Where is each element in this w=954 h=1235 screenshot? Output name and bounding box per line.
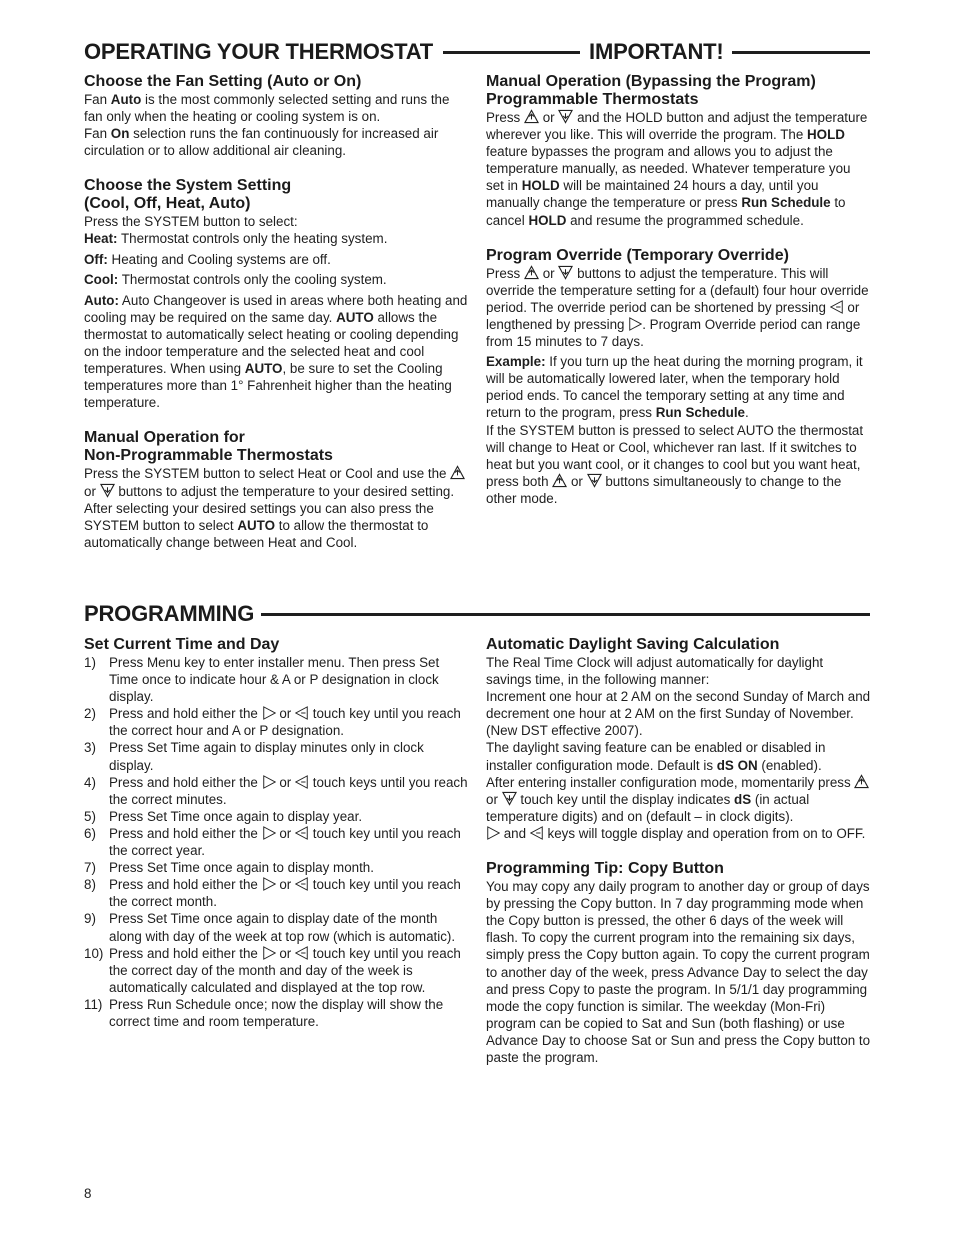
right-arrow-icon — [262, 706, 276, 720]
left-arrow-icon — [530, 826, 544, 840]
list-item: 5) Press Set Time once again to display year. — [84, 808, 363, 824]
system-title-1: Choose the System Setting — [84, 177, 292, 195]
dst-p2: Increment one hour at 2 AM on the second Sunday of March and decrement one hour at 2 AM on the first Sunday of November. (New DST effective 2007). — [486, 689, 871, 739]
left-arrow-icon — [295, 706, 309, 720]
system-off: Off: Heating and Cooling systems are off. — [84, 251, 331, 267]
settime-title: Set Current Time and Day — [84, 636, 280, 653]
settime-steps — [84, 654, 470, 1030]
override-paragraph: Press or buttons to adjust the temperature. This will override the temperature setting for a (default) four hour override period. The override period can be shortened by pressing or lengthened by pressing . Program Override period can range from 15 minutes to 7 days. — [486, 265, 869, 350]
system-heat: Heat: Thermostat controls only the heating system. — [84, 231, 388, 247]
right-arrow-icon — [262, 946, 276, 960]
system-title-2: (Cool, Off, Heat, Auto) — [84, 195, 251, 213]
override-auto: If the SYSTEM button is pressed to select AUTO the thermostat will change to Heat or Cool, whichever ran last. If it switches to heat but you want cool, or it changes to cool but you want heat, press both or buttons simultaneously to change to the other mode. — [486, 422, 864, 506]
down-arrow-icon — [558, 265, 573, 280]
down-arrow-icon — [587, 473, 602, 488]
header-important: IMPORTANT! — [589, 39, 724, 64]
right-column-top — [486, 73, 872, 507]
header-rule-3 — [261, 613, 870, 616]
right-arrow-icon — [262, 775, 276, 789]
left-column-top — [84, 73, 470, 551]
list-item: 2) Press and hold either the or touch key until you reach the correct hour and A or P designation. — [84, 706, 461, 739]
down-arrow-icon — [558, 109, 573, 124]
list-item: 10) Press and hold either the or touch key until you reach the correct day of the month and day of the week is automatically calculated and displayed at the top row. — [84, 945, 461, 995]
override-example: Example: If you turn up the heat during the morning program, it will be automatically lowered later, when the temporary hold period ends. To cancel the temporary setting at any time and return to the program, press Run Schedule. — [486, 354, 863, 421]
up-arrow-icon — [854, 774, 869, 789]
copy-paragraph: You may copy any daily program to another day or group of days by pressing the Copy button. In 7 day programming mode when the Copy button is pressed, the other 6 days of the week will flash. To copy the current program into the remaining six days, simply press the Copy button again. To copy the current program to another day of the week, press Advance Day to select the day and press Copy to paste the program. In 5/1/1 day programming mode the copy function is similar. The weekday (Mon-Fri) program can be copied to Sat and Sun (both flashing) or use Advance Day to choose Sat or Sun and press the Copy button to paste the program. — [486, 879, 871, 1065]
page-number: 8 — [84, 1186, 92, 1201]
down-arrow-icon — [100, 483, 115, 498]
right-arrow-icon — [262, 877, 276, 891]
list-item: 4) Press and hold either the or touch keys until you reach the correct minutes. — [84, 774, 468, 807]
dst-p4: After entering installer configuration mode, momentarily press or touch key until the display indicates dS (in actual temperature digits) and on (default – in clock digits). — [486, 774, 872, 825]
header-operating: OPERATING YOUR THERMOSTAT — [84, 39, 434, 64]
manual-np-title-2: Non-Programmable Thermostats — [84, 447, 333, 465]
right-arrow-icon — [486, 826, 500, 840]
right-column-programming — [486, 636, 872, 1066]
dst-p3: The daylight saving feature can be enabled or disabled in installer configuration mode. Default is dS ON (enabled). — [486, 740, 826, 773]
header-rule-1 — [443, 51, 580, 54]
manual-np-paragraph: Press the SYSTEM button to select Heat or Cool and use the or buttons to adjust the temperature to your desired setting. After selecting your desired settings you can also press the SYSTEM button to select AUTO to allow the thermostat to automatically change between Heat and Cool. — [84, 465, 470, 550]
up-arrow-icon — [524, 109, 539, 124]
manual-p-title-2: Programmable Thermostats — [486, 91, 699, 108]
up-arrow-icon — [450, 465, 465, 480]
list-item: 11) Press Run Schedule once; now the display will show the correct time and room temperature. — [84, 996, 444, 1029]
header-rule-2 — [732, 51, 870, 54]
system-auto: Auto: Auto Changeover is used in areas where both heating and cooling may be required on the same day. AUTO allows the thermostat to automatically select heating or cooling depending on the indoor temperature and the selected heat and cool temperatures. When using AUTO, be sure to set the Cooling temperatures more than 1° Fahrenheit higher than the heating temperature. — [84, 292, 468, 411]
list-item: 6) Press and hold either the or touch key until you reach the correct year. — [84, 825, 461, 859]
down-arrow-icon — [502, 791, 517, 806]
up-arrow-icon — [552, 473, 567, 488]
header-row-programming — [84, 600, 870, 628]
list-item: 9) Press Set Time once again to display date of the month along with day of the week at top row (which is automatic). — [84, 911, 456, 944]
left-arrow-icon — [830, 300, 844, 314]
left-arrow-icon — [295, 877, 309, 891]
fan-title: Choose the Fan Setting (Auto or On) — [84, 73, 362, 90]
fan-auto-paragraph: Fan Auto is the most commonly selected setting and runs the fan only when the heating or cooling system is on. — [84, 92, 450, 125]
list-item: 3) Press Set Time again to display minutes only in clock display. — [84, 740, 424, 773]
fan-on-paragraph: Fan On selection runs the fan continuously for increased air circulation or to allow additional air cleaning. — [84, 126, 439, 159]
left-arrow-icon — [295, 826, 309, 840]
list-item: 7) Press Set Time once again to display month. — [84, 860, 374, 876]
right-arrow-icon — [628, 317, 642, 331]
copy-title: Programming Tip: Copy Button — [486, 860, 724, 878]
header-programming: PROGRAMMING — [84, 601, 255, 626]
system-cool: Cool: Thermostat controls only the cooling system. — [84, 271, 387, 287]
header-row-operating — [84, 38, 870, 66]
manual-p-paragraph: Press or and the HOLD button and adjust the temperature wherever you like. This will override the program. The HOLD feature bypasses the program and allows you to adjust the temperature manually, as needed. Whatever temperature you set in HOLD will be maintained 24 hours a day, until you manually change the temperature or press Run Schedule to cancel HOLD and resume the programmed schedule. — [486, 110, 868, 228]
manual-np-title-1: Manual Operation for — [84, 429, 245, 447]
override-title: Program Override (Temporary Override) — [486, 246, 789, 264]
list-item: 1) Press Menu key to enter installer menu. Then press Set Time once to indicate hour & A or P designation in clock display. — [84, 655, 440, 705]
dst-p1: The Real Time Clock will adjust automatically for daylight savings time, in the following manner: — [486, 655, 824, 688]
list-item: 8) Press and hold either the or touch key until you reach the correct month. — [84, 877, 461, 910]
dst-p5: and keys will toggle display and operation from on to OFF. — [486, 825, 872, 842]
left-arrow-icon — [295, 775, 309, 789]
system-intro: Press the SYSTEM button to select: — [84, 214, 298, 230]
manual-p-title-1: Manual Operation (Bypassing the Program) — [486, 73, 816, 90]
right-arrow-icon — [262, 826, 276, 840]
up-arrow-icon — [524, 265, 539, 280]
left-column-programming — [84, 636, 470, 1030]
dst-title: Automatic Daylight Saving Calculation — [486, 636, 780, 653]
left-arrow-icon — [295, 946, 309, 960]
